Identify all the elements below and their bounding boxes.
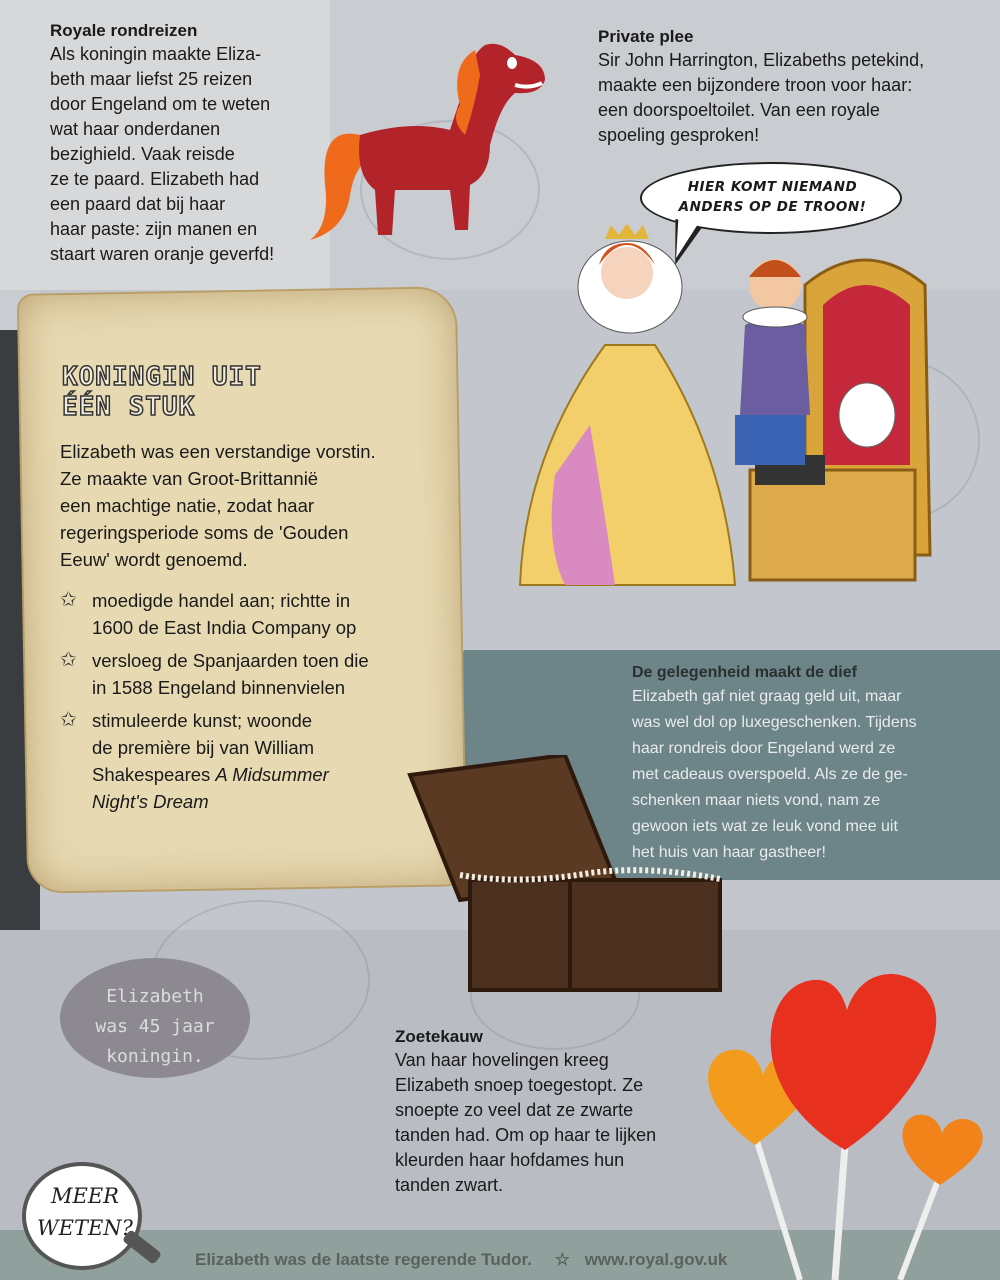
harrington-breeches xyxy=(735,415,805,465)
horse-eye xyxy=(507,57,517,69)
parchment-intro xyxy=(60,438,440,573)
list-item xyxy=(60,707,430,815)
line: Elizabeth was een verstandige vorstin. xyxy=(60,441,376,462)
line: door Engeland om te weten xyxy=(50,94,271,114)
line: MEER xyxy=(51,1184,119,1208)
parchment-title xyxy=(62,362,362,422)
footer-link[interactable]: www.royal.gov.uk xyxy=(584,1250,728,1269)
section-heading: Private plee xyxy=(598,27,694,46)
line: staart waren oranje geverfd! xyxy=(50,244,275,264)
line: stimuleerde kunst; woonde xyxy=(92,710,313,731)
chest-box xyxy=(470,880,720,990)
line: regeringsperiode soms de 'Gouden xyxy=(60,522,349,543)
zoetekauw-section xyxy=(395,1026,715,1198)
crown-icon xyxy=(605,225,649,239)
list-item-text xyxy=(92,587,430,641)
line: spoeling gesproken! xyxy=(598,125,760,145)
line: het huis van haar gastheer! xyxy=(632,844,826,861)
line: tanden zwart. xyxy=(395,1175,504,1195)
star-icon: ✩ xyxy=(60,649,77,671)
line: Van haar hovelingen kreeg xyxy=(395,1050,609,1070)
line: beth maar liefst 25 reizen xyxy=(50,69,253,89)
list-item-text xyxy=(92,647,430,701)
line: versloeg de Spanjaarden toen die xyxy=(92,650,369,671)
play-title: A Midsummer xyxy=(215,764,329,785)
footer xyxy=(195,1250,815,1280)
lollipop-stick xyxy=(900,1175,940,1280)
meer-weten-label xyxy=(30,1180,140,1244)
line: bezighield. Vaak reisde xyxy=(50,144,235,164)
queen-head xyxy=(601,247,653,299)
line: moedigde handel aan; richtte in xyxy=(92,590,351,611)
heart-lollipops-illustration xyxy=(695,935,995,1280)
queen-and-throne-illustration xyxy=(505,225,955,620)
harrington-doublet xyxy=(740,318,810,416)
footer-fact: Elizabeth was de laatste regerende Tudor. xyxy=(195,1250,532,1269)
title-line: ÉÉN STUK xyxy=(62,392,196,422)
line: kleurden haar hofdames hun xyxy=(395,1150,625,1170)
line: was 45 jaar xyxy=(95,1016,215,1037)
line: Eeuw' wordt genoemd. xyxy=(60,549,248,570)
orange-heart-lollipop xyxy=(903,1115,983,1185)
line: ze te paard. Elizabeth had xyxy=(50,169,260,189)
speech-bubble-text xyxy=(655,177,890,217)
play-title: Night's Dream xyxy=(92,791,209,812)
section-heading: Royale rondreizen xyxy=(50,21,198,40)
list-item xyxy=(60,647,430,701)
line: 1600 de East India Company op xyxy=(92,617,357,638)
section-heading: De gelegenheid maakt de dief xyxy=(632,664,857,681)
line: Ze maakte van Groot-Brittannië xyxy=(60,468,319,489)
line: de première bij van William xyxy=(92,737,315,758)
star-icon: ✩ xyxy=(60,589,77,611)
achievements-list xyxy=(60,587,430,821)
private-plee-section xyxy=(598,26,968,148)
line: gewoon iets wat ze leuk vond mee uit xyxy=(632,818,898,835)
title-line: KONINGIN UIT xyxy=(62,362,262,392)
star-separator-icon: ☆ xyxy=(554,1250,570,1269)
line: een paard dat bij haar xyxy=(50,194,226,214)
line: met cadeaus overspoeld. Als ze de ge- xyxy=(632,766,908,783)
queen-gown xyxy=(520,345,735,585)
star-icon: ✩ xyxy=(60,709,77,731)
lollipop-stick xyxy=(835,1145,845,1280)
line: Elizabeth xyxy=(106,986,204,1007)
line: snoepte zo veel dat ze zwarte xyxy=(395,1100,634,1120)
line: Sir John Harrington, Elizabeths petekind, xyxy=(598,50,925,70)
gelegenheid-section xyxy=(632,662,987,866)
line: koningin. xyxy=(106,1046,204,1067)
line: haar paste: zijn manen en xyxy=(50,219,258,239)
fact-text xyxy=(70,982,240,1072)
line: tanden had. Om op haar te lijken xyxy=(395,1125,657,1145)
line: schenken maar niets vond, nam ze xyxy=(632,792,881,809)
list-item xyxy=(60,587,430,641)
line: HIER KOMT NIEMAND xyxy=(687,179,858,195)
harrington-ruff xyxy=(743,307,807,327)
line: ANDERS OP DE TROON! xyxy=(678,199,867,215)
line: Elizabeth gaf niet graag geld uit, maar xyxy=(632,688,902,705)
throne-base xyxy=(750,470,915,580)
list-item-text xyxy=(92,707,430,815)
line: Elizabeth snoep toegestopt. Ze xyxy=(395,1075,644,1095)
horse-body xyxy=(359,44,545,235)
line: een doorspoeltoilet. Van een royale xyxy=(598,100,880,120)
line: was wel dol op luxegeschenken. Tijdens xyxy=(632,714,917,731)
line: Als koningin maakte Eliza- xyxy=(50,44,262,64)
line: in 1588 Engeland binnenvielen xyxy=(92,677,346,698)
line: Shakespeares xyxy=(92,764,216,785)
section-heading: Zoetekauw xyxy=(395,1027,483,1046)
line: haar rondreis door Engeland werd ze xyxy=(632,740,896,757)
line: maakte een bijzondere troon voor haar: xyxy=(598,75,913,95)
line: een machtige natie, zodat haar xyxy=(60,495,315,516)
harrington-hair xyxy=(749,260,801,277)
toilet-seat xyxy=(839,383,895,447)
royale-rondreizen-section xyxy=(50,20,320,267)
line: WETEN? xyxy=(37,1216,133,1240)
line: wat haar onderdanen xyxy=(50,119,221,139)
